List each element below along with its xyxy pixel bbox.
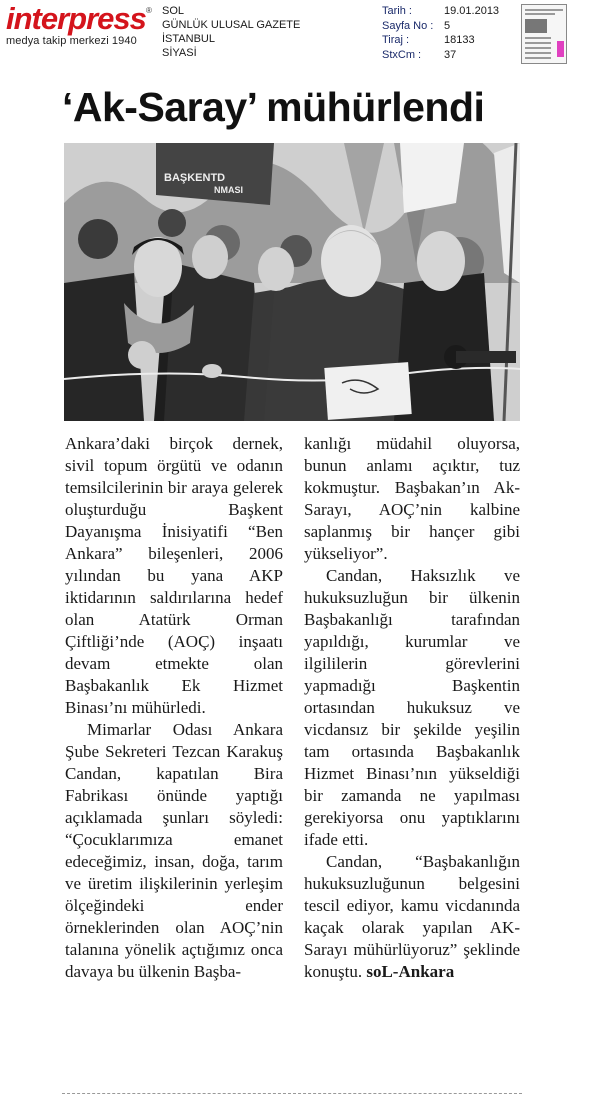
paragraph-text: Candan, “Başbakanlığın hukuksuzluğunun belgesini tescil ediyor, kamu vicdanında kaçak olarak yapılan AK-Sarayı mühürlüyoruz” şeklinde konuştu.	[304, 852, 520, 981]
meta-circulation	[382, 33, 499, 48]
thumbnail-highlight	[557, 41, 564, 57]
publication-name: SOL	[162, 5, 185, 17]
clipping-meta	[382, 4, 499, 62]
publication-type: GÜNLÜK ULUSAL GAZETE	[162, 19, 301, 31]
meta-value: 5	[444, 19, 451, 32]
paragraph: Candan, Haksızlık ve hukuksuzluğun bir ülkenin Başbakanlığı tarafından yapıldığı, kurumlar ve ilgililerin görevlerini yapmadığı Başkentin ortasından hukuksuz ve vicdansız bir şekilde yeşilin tam ortasında Başbakanlık Hizmet Binası’nın yükseldiği bir zamanda ne yapılması gerekiyorsa onu yaptıklarını ifade etti.	[304, 566, 520, 849]
meta-label: Sayfa No :	[382, 19, 434, 32]
article-column-left	[65, 433, 283, 983]
paragraph: kanlığı müdahil oluyorsa, bunun anlamı açıktır, tuz kokmuştur. Başbakan’ın Ak- Sarayı, AOÇ’nin kalbine saplanmış bir hançer gibi yükseliyor”.	[304, 434, 520, 563]
logo-wordmark: interpress	[6, 1, 146, 36]
byline: soL-Ankara	[366, 962, 455, 981]
bottom-divider	[62, 1093, 522, 1094]
page-thumbnail	[521, 4, 567, 64]
article-photo	[64, 143, 520, 421]
meta-label: StxCm :	[382, 48, 422, 61]
publication-city: İSTANBUL	[162, 33, 215, 45]
meta-value: 19.01.2013	[444, 5, 500, 17]
paragraph: Ankara’daki birçok dernek, sivil topum örgütü ve odanın temsilcilerinin bir araya gelerek oluşturduğu Başkent Dayanışma İnisiyatifi “Ben Ankara” bileşenleri, 2006 yılından bu yana AKP iktidarının saldırılarına hedef olan Atatürk Orman Çiftliği’nde (AOÇ) inşaatı devam etmekte olan Başbakanlık Ek Hizmet Binası’nı mühürledi.	[65, 434, 283, 717]
paragraph: Mimarlar Odası Ankara Şube Sekreteri Tezcan Karakuş Candan, kapatılan Bira Fabrikası önünde yaptığı açıklamada şunları söyledi: “Çocuklarımıza emanet edeceğimiz, insan, doğa, tarım ve üretim ilişkilerinin yerleşim ölçeğindeki ender örneklerinden olan AOÇ’nin talanına yönelik açtığımız onca davaya bu ülkenin Başba-	[65, 720, 283, 981]
meta-value: 37	[444, 48, 457, 61]
paragraph-final	[304, 851, 520, 983]
publication-info	[162, 4, 300, 60]
meta-label: Tiraj :	[382, 34, 410, 46]
meta-label: Tarih :	[382, 5, 412, 17]
meta-page	[382, 19, 499, 34]
protest-photo-illustration	[64, 143, 520, 421]
article-headline: ‘Ak-Saray’ mühürlendi	[62, 84, 485, 130]
banner-text: BAŞKENTD	[164, 172, 226, 184]
banner-text-2: NMASI	[214, 185, 243, 195]
logo-tagline: medya takip merkezi 1940	[6, 35, 137, 47]
banner	[156, 143, 274, 205]
meta-date	[382, 4, 499, 19]
registered-mark: ®	[146, 6, 152, 15]
interpress-logo	[6, 1, 154, 47]
meta-stxcm	[382, 48, 499, 63]
publication-category: SİYASİ	[162, 47, 197, 59]
meta-value: 18133	[444, 34, 475, 46]
article-column-right	[304, 433, 520, 983]
